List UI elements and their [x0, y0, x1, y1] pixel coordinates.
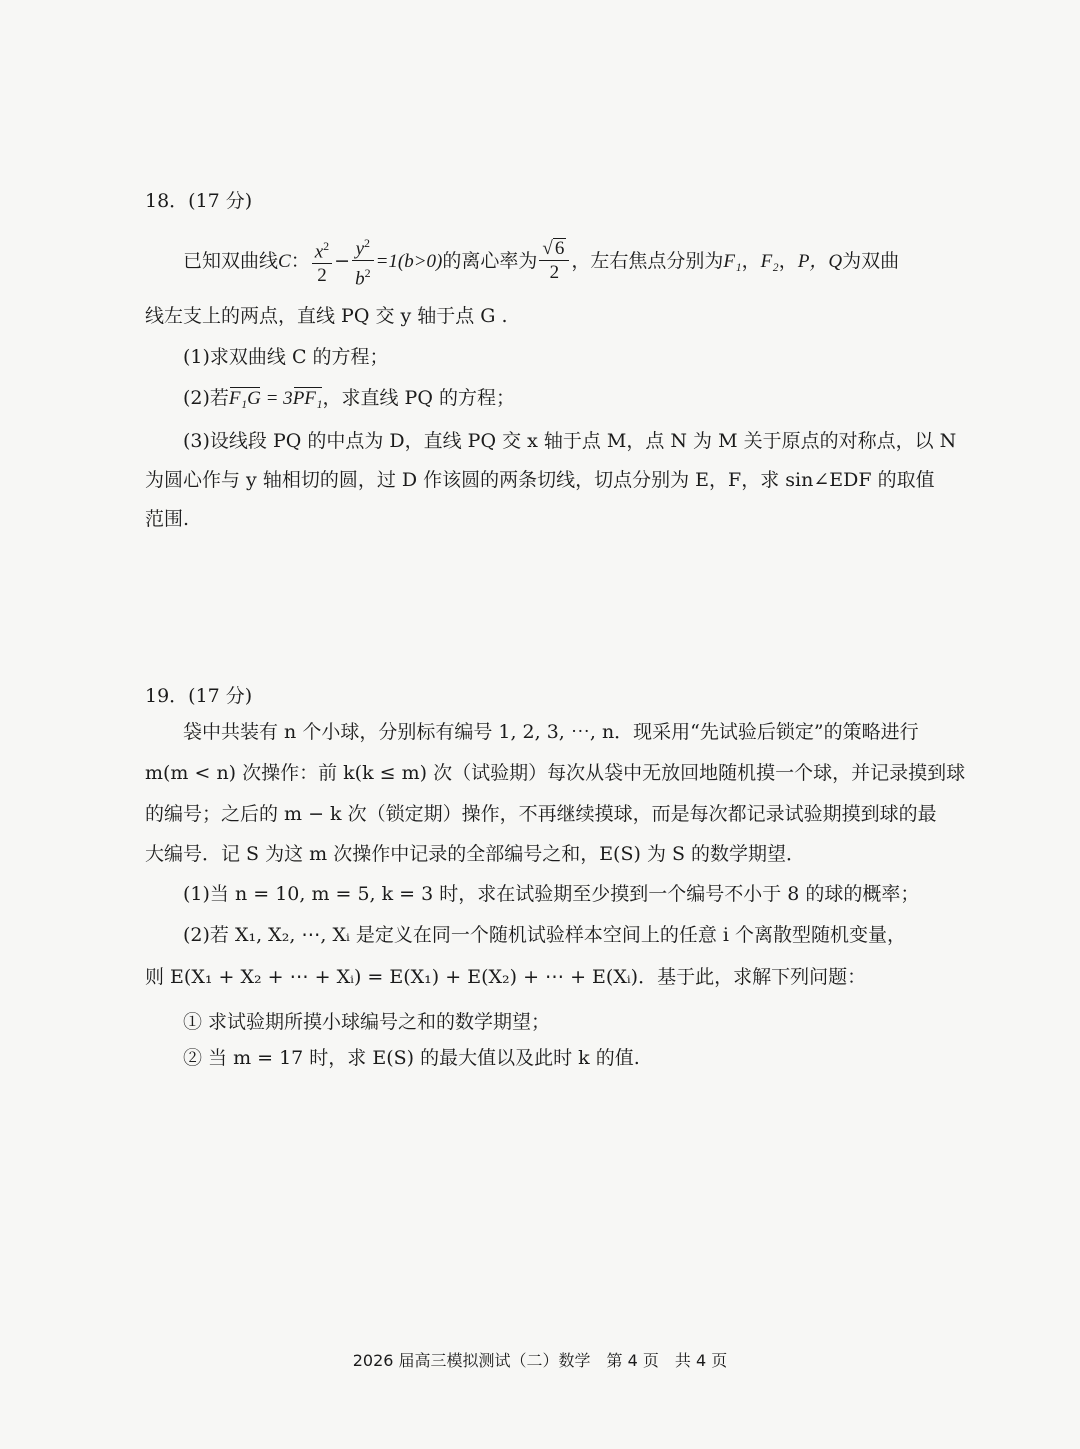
q18-intro-a: 已知双曲线 [183, 249, 279, 272]
vector-pf1: PF₁ [293, 386, 323, 412]
vector-eq: = 3 [260, 388, 293, 409]
q19-subpart2: ② 当 m = 17 时，求 E(S) 的最大值以及此时 k 的值. [183, 1047, 640, 1069]
focus-f1: F₁ [723, 250, 742, 272]
q19-part2-line1: (2)若 X₁, X₂, ⋯, Xᵢ 是定义在同一个随机试验样本空间上的任意 i 个离散型随机变量， [183, 924, 907, 946]
q19-part2-line2: 则 E(X₁ + X₂ + ⋯ + Xᵢ) = E(X₁) + E(X₂) + ⋯ + E(Xᵢ)．基于此，求解下列问题： [145, 966, 867, 988]
var-b: b [355, 268, 365, 290]
q18-part2-b: ，求直线 PQ 的方程； [322, 387, 515, 409]
q19-header: 19．(17 分) [145, 685, 253, 707]
frac-y2-over-b2 [352, 232, 374, 292]
var-x: x [314, 241, 324, 263]
q18-intro-c: ，左右焦点分别为 [571, 249, 724, 272]
q18-part1: (1)求双曲线 C 的方程； [183, 346, 389, 368]
q19-line1: 袋中共装有 n 个小球，分别标有编号 1, 2, 3, ⋯, n．现采用“先试验后锁定”的策略进行 [183, 721, 919, 743]
curve-name: C [278, 250, 291, 272]
focus-f2: F₂ [760, 250, 779, 272]
sq-b: 2 [364, 266, 371, 281]
q19-line3: 的编号；之后的 m − k 次（锁定期）操作，不再继续摸球，而是每次都记录试验期摸到球的最 [145, 803, 937, 825]
q18-intro-b: 的离心率为 [442, 249, 538, 272]
q19-subpart1: ① 求试验期所摸小球编号之和的数学期望； [183, 1011, 551, 1033]
q18-part3-line2: 为圆心作与 y 轴相切的圆，过 D 作该圆的两条切线，切点分别为 E，F，求 sin∠EDF 的取值 [145, 469, 935, 491]
minus-sign: − [334, 249, 351, 272]
sq-x: 2 [323, 239, 330, 254]
comma-2: ， [778, 249, 798, 272]
vector-f1g: F₁G [229, 386, 261, 412]
ecc-den: 2 [549, 262, 560, 284]
page-footer: 2026 届高三模拟测试（二）数学 第 4 页 共 4 页 [352, 1351, 728, 1370]
q18-part3-line3: 范围. [145, 508, 190, 530]
comma-1: ， [741, 249, 761, 272]
sqrt-6: 6 [554, 238, 565, 260]
q19-line4: 大编号．记 S 为这 m 次操作中记录的全部编号之和，E(S) 为 S 的数学期望． [145, 843, 806, 865]
q18-part2-a: (2)若 [183, 387, 229, 409]
var-y: y [355, 238, 365, 260]
q19-line2: m(m < n) 次操作：前 k(k ≤ m) 次（试验期）每次从袋中无放回地随机摸一个球，并记录摸到球 [145, 762, 966, 784]
den-2: 2 [317, 265, 327, 287]
q18-header: 18．(17 分) [145, 190, 253, 212]
q19-part1: (1)当 n = 10, m = 5, k = 3 时，求在试验期至少摸到一个编号不小于 8 的球的概率； [183, 883, 920, 905]
eq-rhs: =1(b>0) [375, 250, 443, 272]
colon: ： [290, 249, 310, 272]
q18-intro-line [183, 232, 899, 292]
q18-part3-line1: (3)设线段 PQ 的中点为 D，直线 PQ 交 x 轴于点 M，点 N 为 M 关于原点的对称点，以 N [183, 430, 957, 452]
frac-x2-over-2 [312, 235, 332, 288]
q18-part2 [183, 385, 515, 412]
points-pq: P，Q [797, 250, 843, 272]
q18-intro-d: 为双曲 [842, 249, 900, 272]
sq-y: 2 [364, 236, 371, 250]
q18-line2: 线左支上的两点，直线 PQ 交 y 轴于点 G . [145, 305, 508, 327]
eccentricity-frac: $\frac{√ 6}{2}$ [539, 238, 569, 285]
